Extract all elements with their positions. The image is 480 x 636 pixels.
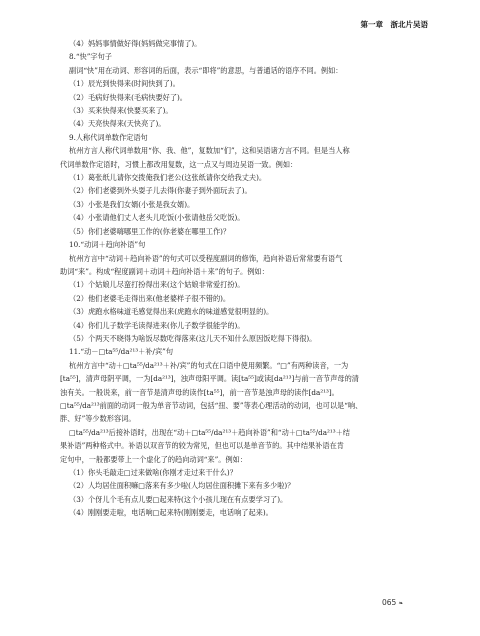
text-line: 浊有关。一般说来，前一音节是清声母的读作[ta⁵⁵]，前一音节是浊声母的读作[da²¹³]。 [60, 387, 339, 397]
text-line: （4）小张请他们丈人老头儿吃饭(小张请他岳父吃饭)。 [69, 213, 245, 223]
footer-ornament-icon: ❧ [398, 600, 404, 607]
text-line: [ta⁵⁵]，清声母阴平调，一为[da²¹³]，浊声母阳平调。读[ta⁵⁵]或读[da²¹³]与前一音节声母的清 [60, 374, 359, 384]
text-line: （3）小张是我们女婿(小张是我女婿)。 [69, 199, 195, 209]
text-line: （5）你们老婆嗨哪里工作的(你老婆在哪里工作)？ [69, 226, 231, 236]
chapter-header: 第一章 浙北片吴语 [360, 20, 428, 29]
text-line: 胖、好”等少数形容词。 [60, 414, 136, 424]
text-line: （2）他们老婆毛走得出来(他老婆样子很不错的)。 [69, 293, 231, 303]
text-line: 杭州方言中“动词＋趋向补语”的句式可以受程度副词的修饰，趋向补语后常常要有语气 [69, 253, 343, 263]
text-line: （4）妈妈事情做好得(妈妈做完事情了)。 [69, 39, 202, 48]
text-line: □ta⁵⁵/da²¹³前面的动词一般为单音节动词，包括“扭、要”等表心理活动的动词，也可以是“响、 [60, 400, 363, 410]
text-line: （3）个伢儿个毛有点儿要□起来特(这个小孩儿现在有点要学习了)。 [69, 494, 288, 504]
text-line: （2）毛病好快得来(毛病快要好了)。 [69, 92, 187, 102]
text-line: 11.“动－□ta⁵⁵/da²¹³＋补/宾”句 [69, 347, 174, 357]
text-line: （4）刚刚要走啦，电话响□起来特(刚刚要走，电话响了起来)。 [69, 508, 273, 518]
text-line: （5）个两天不晓得为啥饭尽数吃得落来(这儿天不知什么原因饭吃得下得很)。 [69, 333, 317, 343]
text-line: （1）辰光到快得来(时间快到了)。 [69, 79, 180, 89]
text-line: 定句中，一般都要带上一个虚化了的趋向动词“来”。例如： [60, 454, 248, 464]
text-line: （2）你们老婆到外头耍子儿去得(你妻子到外面玩去了)。 [69, 186, 252, 196]
text-line: （1）葛张纸儿请你交拨俺我们老公(这张纸请你交给我丈夫)。 [69, 173, 267, 183]
text-line: 副词“快”用在动词、形容词的后面，表示“即将”的意思，与普通话的语序不同。例如： [69, 65, 343, 75]
text-line: 代词单数作定语时，习惯上都改用复数，这一点又与周边吴语一致。例如： [60, 159, 298, 169]
text-line: （1）你头毛敲走□过来做啥(你刚才走过来干什么)？ [69, 468, 237, 477]
text-line: 8.“快”字句子 [69, 52, 112, 62]
text-line: （3）虎跑水格味道毛感觉得出来(虎跑水的味道感觉很明显的)。 [69, 307, 274, 317]
text-line: （4）你们儿子数学毛读得进来(你儿子数学很能学的)。 [69, 320, 245, 330]
page-number: 065 [382, 598, 397, 607]
text-line: 杭州方言人称代词单数用“你、我、他”，复数加“们”，这和吴语诸方言不同。但是当人称 [69, 146, 350, 156]
page-footer [382, 598, 403, 607]
page-body [60, 37, 435, 520]
text-line: （3）买来快得来(快要买来了)。 [69, 106, 173, 116]
text-line: 果补语”两种格式中。补语以双音节的较为常见，但也可以是单音节的。其中结果补语在肯 [60, 441, 344, 451]
text-line: 助词“来”。构成“程度副词＋动词＋趋向补语＋来”的句子。例如： [60, 266, 269, 276]
text-line: 10.“动词＋趋向补语”句 [69, 240, 146, 250]
text-line: （2）人均居住面积嘛□落来有多少啦(人均居住面积摊下来有多少啦)？ [69, 481, 295, 491]
text-line: □ta⁵⁵/da²¹³后接补语时，出现在“动＋□ta⁵⁵/da²¹³＋趋向补语”和“动＋□ta⁵⁵/da²¹³＋结 [69, 427, 350, 437]
text-line: （4）天亮快得来(天快亮了)。 [69, 119, 166, 129]
text-line: （1）个姑娘儿尽蛮打扮得出来(这个姑娘非常爱打扮)。 [69, 280, 245, 290]
text-line: 杭州方言中“动＋□ta⁵⁵/da²¹³＋补/宾”的句式在口语中使用频繁。“□”有两种读音，一为 [69, 360, 349, 370]
text-line: 9.人称代词单数作定语句 [69, 132, 148, 142]
